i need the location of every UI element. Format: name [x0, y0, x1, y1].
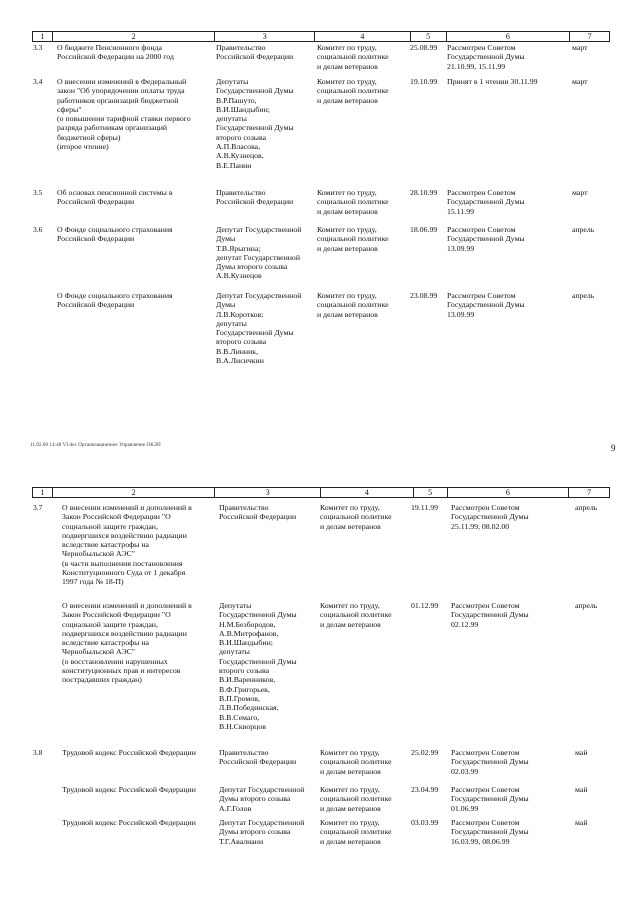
responsible-committee: Комитет по труду, социальной политике и делам ветеранов — [317, 188, 389, 216]
page1-header-cell-4: 4 — [315, 32, 411, 41]
planned-month: апрель — [572, 291, 595, 300]
review-status: Рассмотрен Советом Государственной Думы 13.09.99 — [447, 225, 525, 253]
review-status: Рассмотрен Советом Государственной Думы 01.06.99 — [451, 785, 529, 813]
responsible-committee: Комитет по труду, социальной политике и делам ветеранов — [320, 748, 392, 776]
row-number: 3.6 — [33, 225, 43, 234]
page1-header-cell-2: 2 — [53, 32, 215, 41]
review-status: Рассмотрен Советом Государственной Думы 25.11.99, 08.02.00 — [451, 503, 529, 531]
responsible-committee: Комитет по труду, социальной политике и делам ветеранов — [320, 785, 392, 813]
bill-title: Трудовой кодекс Российской Федерации — [62, 818, 196, 827]
row-number: 3.3 — [33, 43, 43, 52]
bill-title: Трудовой кодекс Российской Федерации — [62, 748, 196, 757]
submission-date: 19.11.99 — [411, 503, 438, 512]
responsible-committee: Комитет по труду, социальной политике и делам ветеранов — [320, 818, 392, 846]
page2-header-cell-1: 1 — [33, 488, 53, 497]
page1-page-number: 9 — [611, 443, 616, 453]
bill-initiator: Депутат Государственной Думы Т.В.Ярыгина; депутат Государственной Думы второго созыва А.В.Кузнецов — [216, 225, 302, 281]
planned-month: март — [572, 188, 588, 197]
row-number: 3.4 — [33, 77, 43, 86]
page1-footer: 11.02.00 14:48 VI.doc Организационное Управление ОКЭП — [30, 443, 161, 448]
bill-title: Трудовой кодекс Российской Федерации — [62, 785, 196, 794]
submission-date: 25.08.99 — [410, 43, 438, 52]
submission-date: 01.12.99 — [411, 601, 439, 610]
review-status: Рассмотрен Советом Государственной Думы 13.09.99 — [447, 291, 525, 319]
planned-month: апрель — [575, 601, 598, 610]
page1-header-cell-5: 5 — [411, 32, 447, 41]
page2-header-cell-3: 3 — [215, 488, 321, 497]
bill-initiator: Депутат Государственной Думы второго созыва Т.Г.Авалиани — [219, 818, 305, 846]
planned-month: май — [575, 818, 588, 827]
bill-initiator: Правительство Российской Федерации — [216, 188, 294, 207]
responsible-committee: Комитет по труду, социальной политике и делам ветеранов — [317, 43, 389, 71]
responsible-committee: Комитет по труду, социальной политике и делам ветеранов — [320, 601, 392, 629]
bill-initiator: Депутат Государственной Думы Л.В.Коротков; депутаты Государственной Думы второго созыва В.В.Линник, В.А.Лисичкин — [216, 291, 302, 366]
page2-header-cell-5: 5 — [414, 488, 448, 497]
review-status: Рассмотрен Советом Государственной Думы 02.03.99 — [451, 748, 529, 776]
page1-table-header — [32, 31, 610, 42]
review-status: Рассмотрен Советом Государственной Думы 21.10.99, 15.11.99 — [447, 43, 525, 71]
submission-date: 03.03.99 — [411, 818, 439, 827]
bill-initiator: Правительство Российской Федерации — [219, 748, 297, 767]
review-status: Рассмотрен Советом Государственной Думы 02.12.99 — [451, 601, 529, 629]
row-number: 3.8 — [33, 748, 43, 757]
submission-date: 19.10.99 — [410, 77, 438, 86]
review-status: Принят в 1 чтении 30.11.99 — [447, 77, 538, 86]
page2-table-header — [32, 487, 610, 498]
submission-date: 28.10.99 — [410, 188, 438, 197]
planned-month: май — [575, 785, 588, 794]
row-number: 3.5 — [33, 188, 43, 197]
submission-date: 18.06.99 — [410, 225, 438, 234]
responsible-committee: Комитет по труду, социальной политике и делам ветеранов — [317, 291, 389, 319]
page1-header-cell-7: 7 — [587, 32, 592, 41]
bill-title: О внесении изменений и дополнений в Закон Российской Федерации "О социальной защите граждан, подвергшихся воздействию радиации вследствие катастрофы на Чернобыльской АЭС" (в части выполнения постановления Конституционного Суда от 1 декабря 1997 года № 18-П) — [62, 503, 192, 587]
planned-month: апрель — [572, 225, 595, 234]
page2-header-cell-7: 7 — [587, 488, 592, 497]
bill-title: О Фонде социального страхования Российской Федерации — [57, 291, 173, 310]
page1-header-cell-1: 1 — [33, 32, 53, 41]
bill-initiator: Депутаты Государственной Думы Н.М.Безбородов, А.В.Митрофанов, В.И.Шандыбин; депутаты Государственной Думы второго созыва В.И.Варенников, В.Ф.Григорьев, В.П.Громов, Л.В.Побединская, В.В.Семаго, В.Н.Скворцов — [219, 601, 297, 731]
page2-header-cell-2: 2 — [53, 488, 215, 497]
page2-header-cell-4: 4 — [321, 488, 414, 497]
responsible-committee: Комитет по труду, социальной политике и делам ветеранов — [320, 503, 392, 531]
submission-date: 23.08.99 — [410, 291, 438, 300]
bill-title: О внесении изменений в Федеральный закон "Об упорядочении оплаты труда работников организаций бюджетной сферы" (о повышении тарифной ставки первого разряда работникам организаций бюджетной сферы) (второе чтение) — [57, 77, 191, 152]
bill-initiator: Правительство Российской Федерации — [219, 503, 297, 522]
submission-date: 23.04.99 — [411, 785, 439, 794]
bill-title: Об основах пенсионной системы в Российской Федерации — [57, 188, 173, 207]
row-number: 3.7 — [33, 503, 43, 512]
submission-date: 25.02.99 — [411, 748, 439, 757]
bill-title: О Фонде социального страхования Российской Федерации — [57, 225, 173, 244]
page1-header-cell-3: 3 — [215, 32, 315, 41]
planned-month: март — [572, 77, 588, 86]
planned-month: март — [572, 43, 588, 52]
bill-initiator: Правительство Российской Федерации — [216, 43, 294, 62]
planned-month: апрель — [575, 503, 598, 512]
responsible-committee: Комитет по труду, социальной политике и делам ветеранов — [317, 77, 389, 105]
page1-header-cell-6: 6 — [447, 32, 571, 41]
bill-title: О внесении изменений и дополнений в Закон Российской Федерации "О социальной защите граждан, подвергшихся воздействию радиации вследствие катастрофы на Чернобыльской АЭС" (о восстановлении нарушенных конституционных прав и интересов пострадавших граждан) — [62, 601, 192, 685]
page2-header-cell-6: 6 — [448, 488, 570, 497]
planned-month: май — [575, 748, 588, 757]
review-status: Рассмотрен Советом Государственной Думы 16.03.99, 08.06.99 — [451, 818, 529, 846]
review-status: Рассмотрен Советом Государственной Думы 15.11.99 — [447, 188, 525, 216]
bill-initiator: Депутат Государственной Думы второго созыва А.Г.Голов — [219, 785, 305, 813]
bill-initiator: Депутаты Государственной Думы В.Р.Пашуто, В.И.Шандыбин; депутаты Государственной Думы второго созыва А.П.Власова, А.В.Кузнецов, В.Е.Панин — [216, 77, 294, 170]
responsible-committee: Комитет по труду, социальной политике и делам ветеранов — [317, 225, 389, 253]
bill-title: О бюджете Пенсионного фонда Российской Федерации на 2000 год — [57, 43, 174, 62]
